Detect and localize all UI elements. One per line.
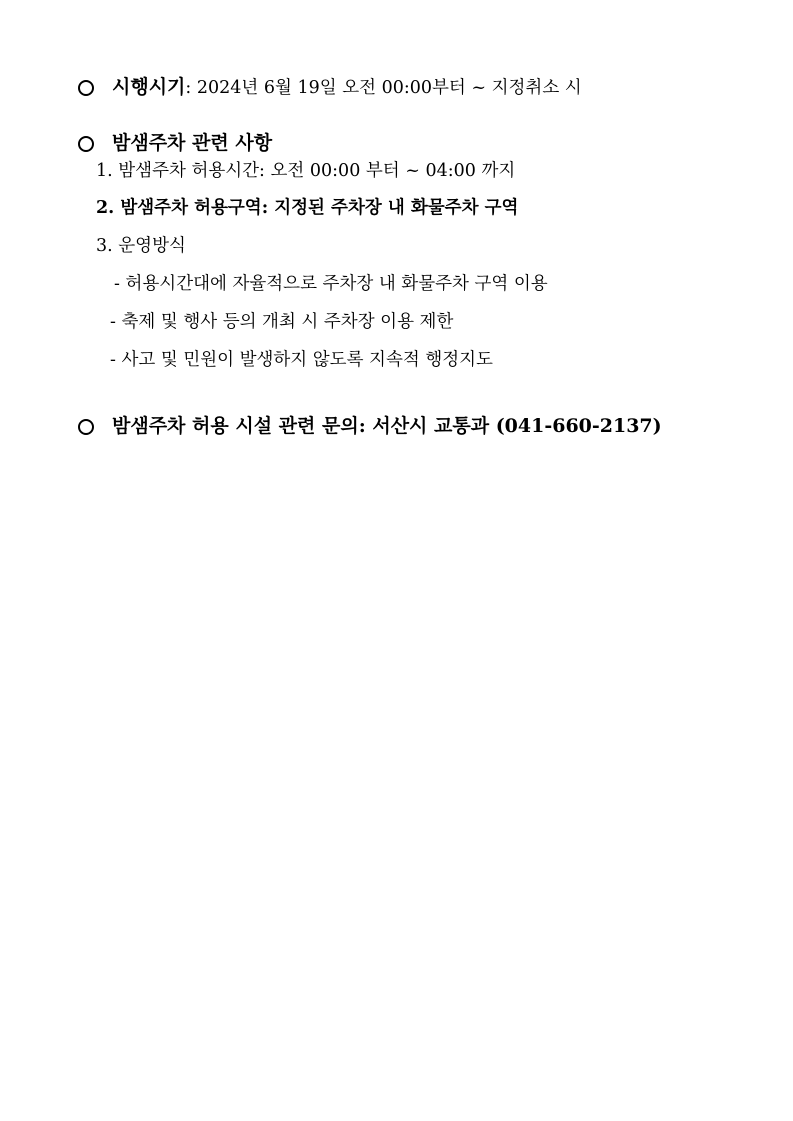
section-text: : 2024년 6월 19일 오전 00:00부터 ~ 지정취소 시	[185, 78, 582, 98]
section-title: 밤샘주차 관련 사항	[112, 132, 273, 154]
sub-list-item: - 축제 및 행사 등의 개최 시 주차장 이용 제한	[110, 312, 454, 332]
list-item: 2. 밤샘주차 허용구역: 지정된 주차장 내 화물주차 구역	[96, 198, 519, 218]
list-item: 1. 밤샘주차 허용시간: 오전 00:00 부터 ~ 04:00 까지	[96, 161, 516, 181]
circle-bullet-icon	[78, 419, 94, 435]
sub-list-item: - 사고 및 민원이 발생하지 않도록 지속적 행정지도	[110, 350, 493, 370]
sub-list-item: - 허용시간대에 자율적으로 주차장 내 화물주차 구역 이용	[114, 274, 548, 294]
section-text: 밤샘주차 허용 시설 관련 문의: 서산시 교통과 (041-660-2137)	[112, 415, 662, 437]
circle-bullet-icon	[78, 80, 94, 96]
section-label: 시행시기	[112, 76, 186, 98]
list-item: 3. 운영방식	[96, 236, 186, 256]
circle-bullet-icon	[78, 136, 94, 152]
